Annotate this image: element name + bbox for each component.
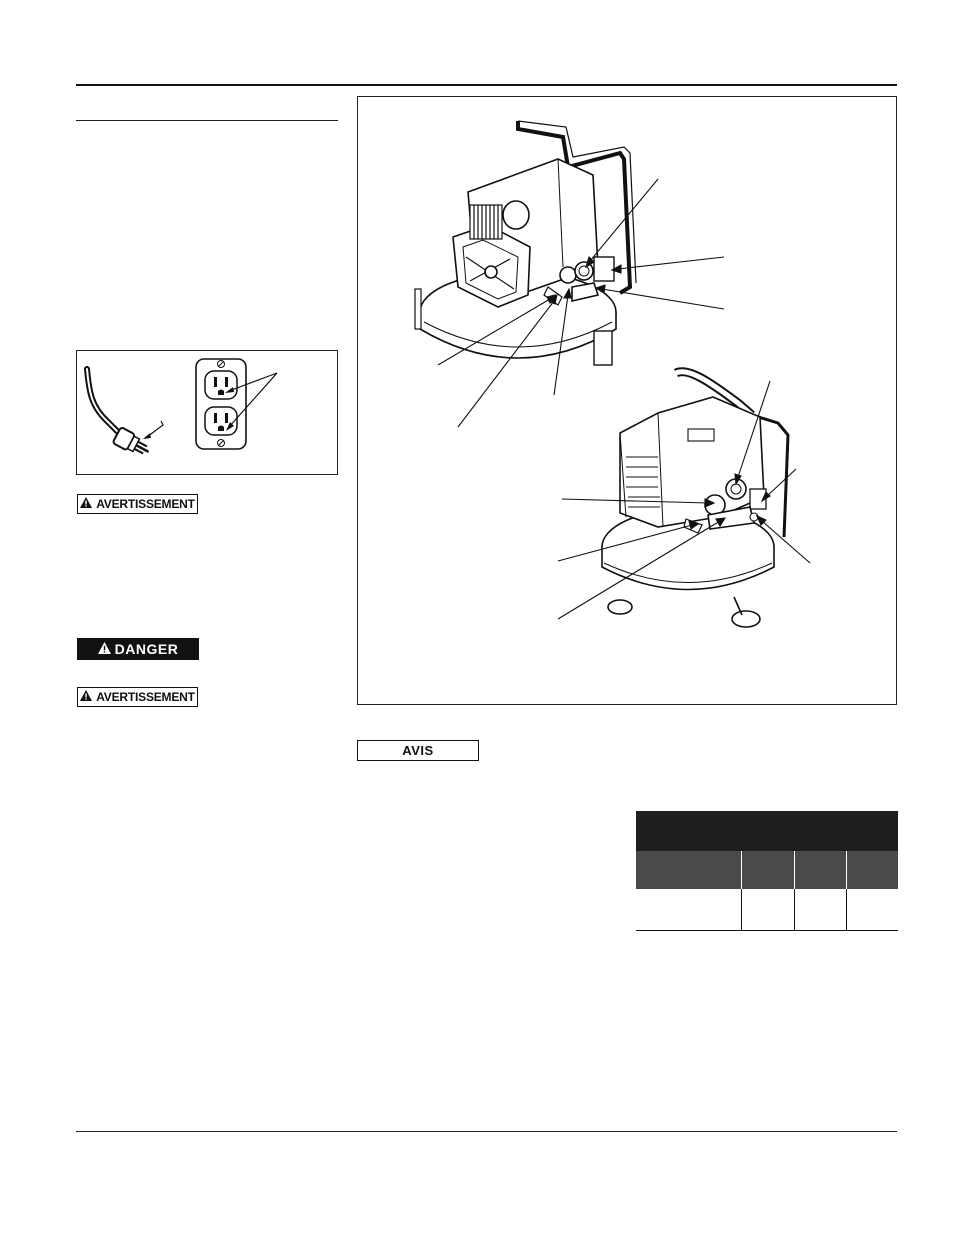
table-header-cell — [846, 851, 898, 889]
warning-label-text: AVERTISSEMENT — [96, 497, 195, 511]
compressor-figure — [357, 96, 897, 705]
table-header-row — [636, 851, 898, 889]
spec-table — [636, 811, 898, 931]
warning-label — [77, 494, 198, 514]
table-title-row — [636, 811, 898, 851]
plug-outlet-figure — [76, 350, 338, 475]
warning-label-text: AVERTISSEMENT — [96, 690, 195, 704]
table-title-cell — [636, 811, 898, 851]
warning-triangle-icon — [80, 690, 92, 704]
table-cell — [741, 889, 794, 930]
notice-label-text: AVIS — [402, 743, 434, 758]
warning-label — [77, 687, 198, 707]
notice-label — [357, 740, 479, 761]
warning-triangle-icon — [80, 497, 92, 511]
header-rule — [76, 84, 897, 86]
footer-rule — [76, 1131, 897, 1132]
grounding-plug-illustration — [77, 351, 337, 474]
table-row — [636, 889, 898, 930]
table-cell — [794, 889, 846, 930]
table-header-cell — [794, 851, 846, 889]
table-header-cell — [741, 851, 794, 889]
table-header-cell — [636, 851, 741, 889]
warning-triangle-icon — [98, 641, 111, 657]
danger-label — [77, 638, 199, 660]
table-cell — [636, 889, 741, 930]
pancake-compressor-illustration — [415, 121, 636, 365]
table-cell — [846, 889, 898, 930]
danger-label-text: DANGER — [114, 641, 179, 657]
section-rule — [76, 120, 338, 121]
